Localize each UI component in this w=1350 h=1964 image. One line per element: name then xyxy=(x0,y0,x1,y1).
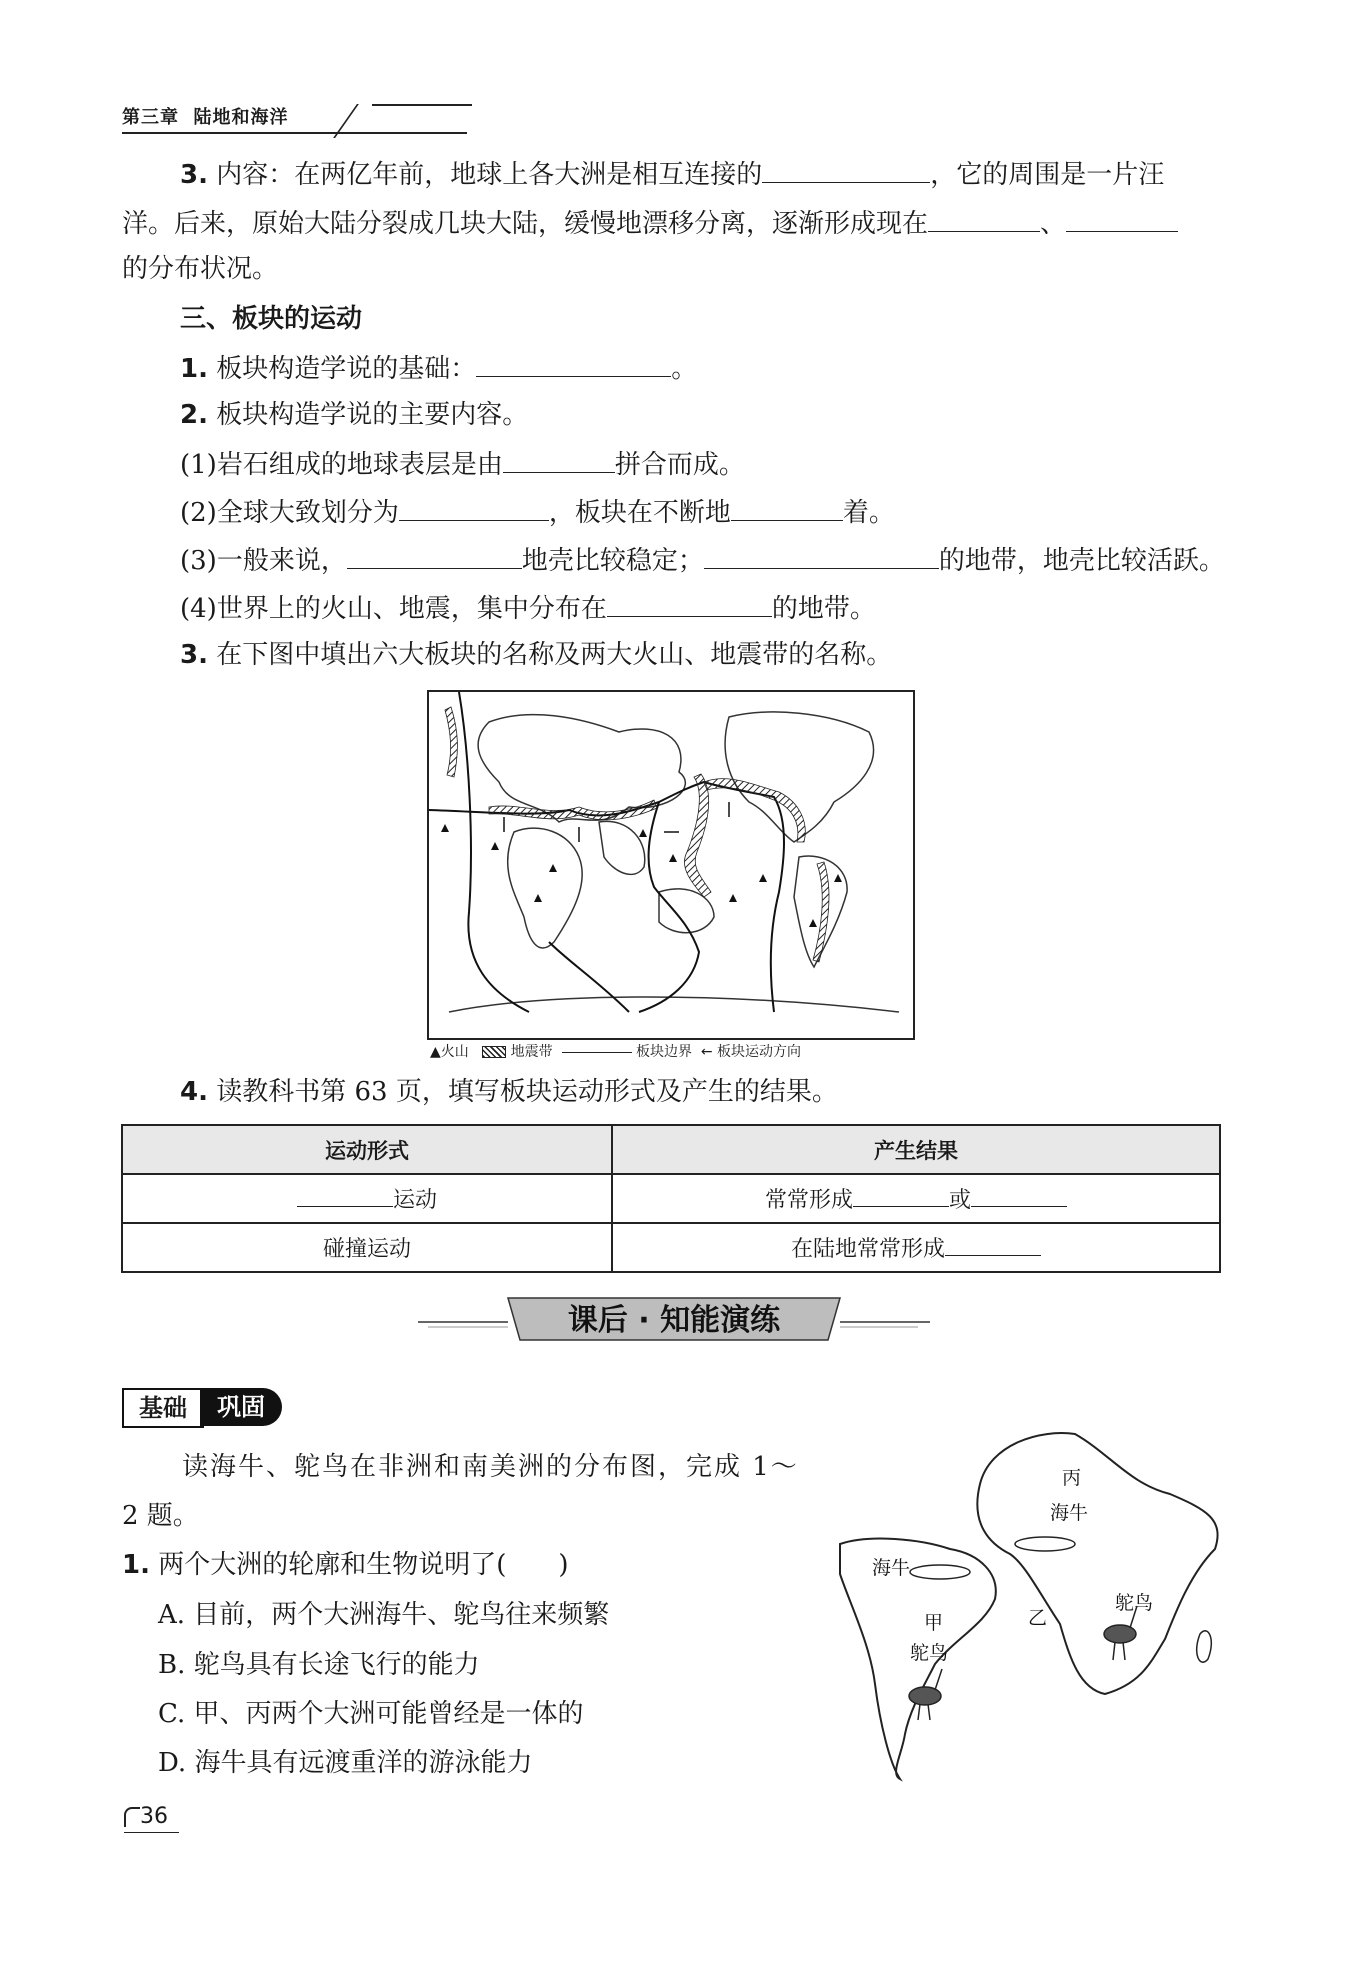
world-map-illustration xyxy=(429,692,913,1038)
map-legend xyxy=(430,1041,801,1061)
option-c[interactable]: C. 甲、丙两个大洲可能曾经是一体的 xyxy=(158,1699,584,1729)
option-d[interactable]: D. 海牛具有远渡重洋的游泳能力 xyxy=(158,1748,533,1778)
legend-direction: 板块运动方向 xyxy=(717,1044,802,1060)
label-yi: 乙 xyxy=(1028,1607,1048,1629)
exercise-intro-1: 读海牛、鸵鸟在非洲和南美洲的分布图，完成 1～ xyxy=(182,1452,799,1482)
section3-title: 三、板块的运动 xyxy=(180,304,363,334)
exercise-q1: 1. 两个大洲的轮廓和生物说明了( ) xyxy=(122,1550,569,1580)
manatee-icon xyxy=(910,1565,970,1579)
plate-boundary xyxy=(549,942,629,1012)
answer-blank[interactable] xyxy=(399,494,549,521)
answer-blank[interactable] xyxy=(945,1235,1041,1256)
s3-q1: 1. 板块构造学说的基础： 。 xyxy=(180,350,697,386)
answer-blank[interactable] xyxy=(347,542,522,569)
option-b[interactable]: B. 鸵鸟具有长途飞行的能力 xyxy=(158,1650,480,1680)
legend-line-swatch xyxy=(562,1052,632,1053)
legend-boundary: 板块边界 xyxy=(635,1044,692,1060)
answer-blank[interactable] xyxy=(503,446,615,473)
ostrich-icon xyxy=(1104,1606,1137,1660)
chapter-number: 第三章 xyxy=(122,107,179,128)
s2-q3-line2: 洋。后来，原始大陆分裂成几块大陆，缓慢地漂移分离，逐渐形成现在 、 xyxy=(122,205,1178,241)
s3-sub2: (2)全球大致划分为 ，板块在不断地 着。 xyxy=(180,494,895,530)
label-jia: 甲 xyxy=(924,1612,944,1634)
label-ostrich-left: 鸵鸟 xyxy=(910,1642,949,1664)
label-bing: 丙 xyxy=(1062,1467,1082,1489)
s3-sub1: (1)岩石组成的地球表层是由 拼合而成。 xyxy=(180,446,745,482)
africa-south-america-map xyxy=(830,1424,1230,1784)
label-manatee-right: 海牛 xyxy=(1050,1502,1089,1524)
answer-blank[interactable] xyxy=(297,1186,393,1207)
madagascar-outline xyxy=(1197,1631,1212,1662)
header-top-rule xyxy=(372,104,472,106)
table-cell: 运动 xyxy=(122,1174,612,1223)
table-cell: 在陆地常常形成 xyxy=(612,1223,1220,1272)
label-manatee-left: 海牛 xyxy=(872,1557,911,1579)
answer-blank[interactable] xyxy=(731,494,843,521)
exercise-intro-2: 2 题。 xyxy=(122,1501,199,1531)
earthquake-belt xyxy=(489,800,657,820)
label-ostrich-right: 鸵鸟 xyxy=(1115,1592,1154,1614)
s3-sub4: (4)世界上的火山、地震，集中分布在 的地带。 xyxy=(180,590,876,626)
earthquake-belt xyxy=(704,779,805,842)
earthquake-belt xyxy=(684,774,711,897)
legend-quake: 地震带 xyxy=(510,1044,553,1060)
plate-boundary xyxy=(639,802,699,1012)
section-badge xyxy=(122,1388,287,1426)
ostrich-icon xyxy=(909,1669,942,1720)
table-cell: 碰撞运动 xyxy=(122,1223,612,1272)
option-a[interactable]: A. 目前，两个大洲海牛、鸵鸟往来频繁 xyxy=(158,1600,610,1630)
banner-text: 课后 · 知能演练 xyxy=(567,1303,781,1338)
answer-blank[interactable] xyxy=(971,1186,1067,1207)
table-header: 运动形式 xyxy=(122,1125,612,1174)
page-number: 36 xyxy=(124,1804,168,1829)
answer-blank[interactable] xyxy=(928,205,1040,232)
africa-outline xyxy=(977,1433,1217,1694)
answer-blank[interactable] xyxy=(853,1186,949,1207)
badge-right: 巩固 xyxy=(200,1388,282,1426)
arrow-left-icon: ← xyxy=(700,1044,713,1060)
table-header: 产生结果 xyxy=(612,1125,1220,1174)
manatee-icon xyxy=(1015,1537,1075,1551)
answer-blank[interactable] xyxy=(476,350,671,377)
s3-sub3: (3)一般来说， 地壳比较稳定； 的地带，地壳比较活跃。 xyxy=(180,542,1225,578)
answer-blank[interactable] xyxy=(1066,205,1178,232)
earthquake-belt xyxy=(445,707,457,777)
badge-left: 基础 xyxy=(122,1388,204,1428)
page-number-rule xyxy=(124,1832,179,1833)
earthquake-belt xyxy=(813,862,829,962)
table-row xyxy=(122,1223,1220,1272)
s2-q3-line1: 3. 内容：在两亿年前，地球上各大洲是相互连接的 ，它的周围是一片汪 xyxy=(180,156,1164,192)
legend-hatch-swatch xyxy=(482,1046,506,1058)
page-corner-icon xyxy=(124,1807,140,1827)
plate-tectonics-map xyxy=(427,690,915,1040)
s3-q4: 4. 读教科书第 63 页，填写板块运动形式及产生的结果。 xyxy=(180,1077,838,1107)
s2-q3-line3: 的分布状况。 xyxy=(122,254,279,284)
answer-blank[interactable] xyxy=(762,156,930,183)
s3-q3: 3. 在下图中填出六大板块的名称及两大火山、地震带的名称。 xyxy=(180,640,893,670)
answer-blank[interactable] xyxy=(607,590,772,617)
section-banner xyxy=(418,1292,930,1346)
s3-q2: 2. 板块构造学说的主要内容。 xyxy=(180,400,529,430)
plate-motion-table xyxy=(121,1124,1221,1273)
chapter-title: 陆地和海洋 xyxy=(193,107,289,128)
answer-blank[interactable] xyxy=(704,542,939,569)
africa-outline xyxy=(508,828,583,948)
table-header-row xyxy=(122,1125,1220,1174)
legend-volcano: ▲火山 xyxy=(430,1044,469,1060)
india-outline xyxy=(599,821,645,874)
table-cell: 常常形成 或 xyxy=(612,1174,1220,1223)
table-row xyxy=(122,1174,1220,1223)
chapter-header xyxy=(122,103,289,129)
plate-boundary xyxy=(459,692,529,1012)
header-rule xyxy=(122,132,467,134)
